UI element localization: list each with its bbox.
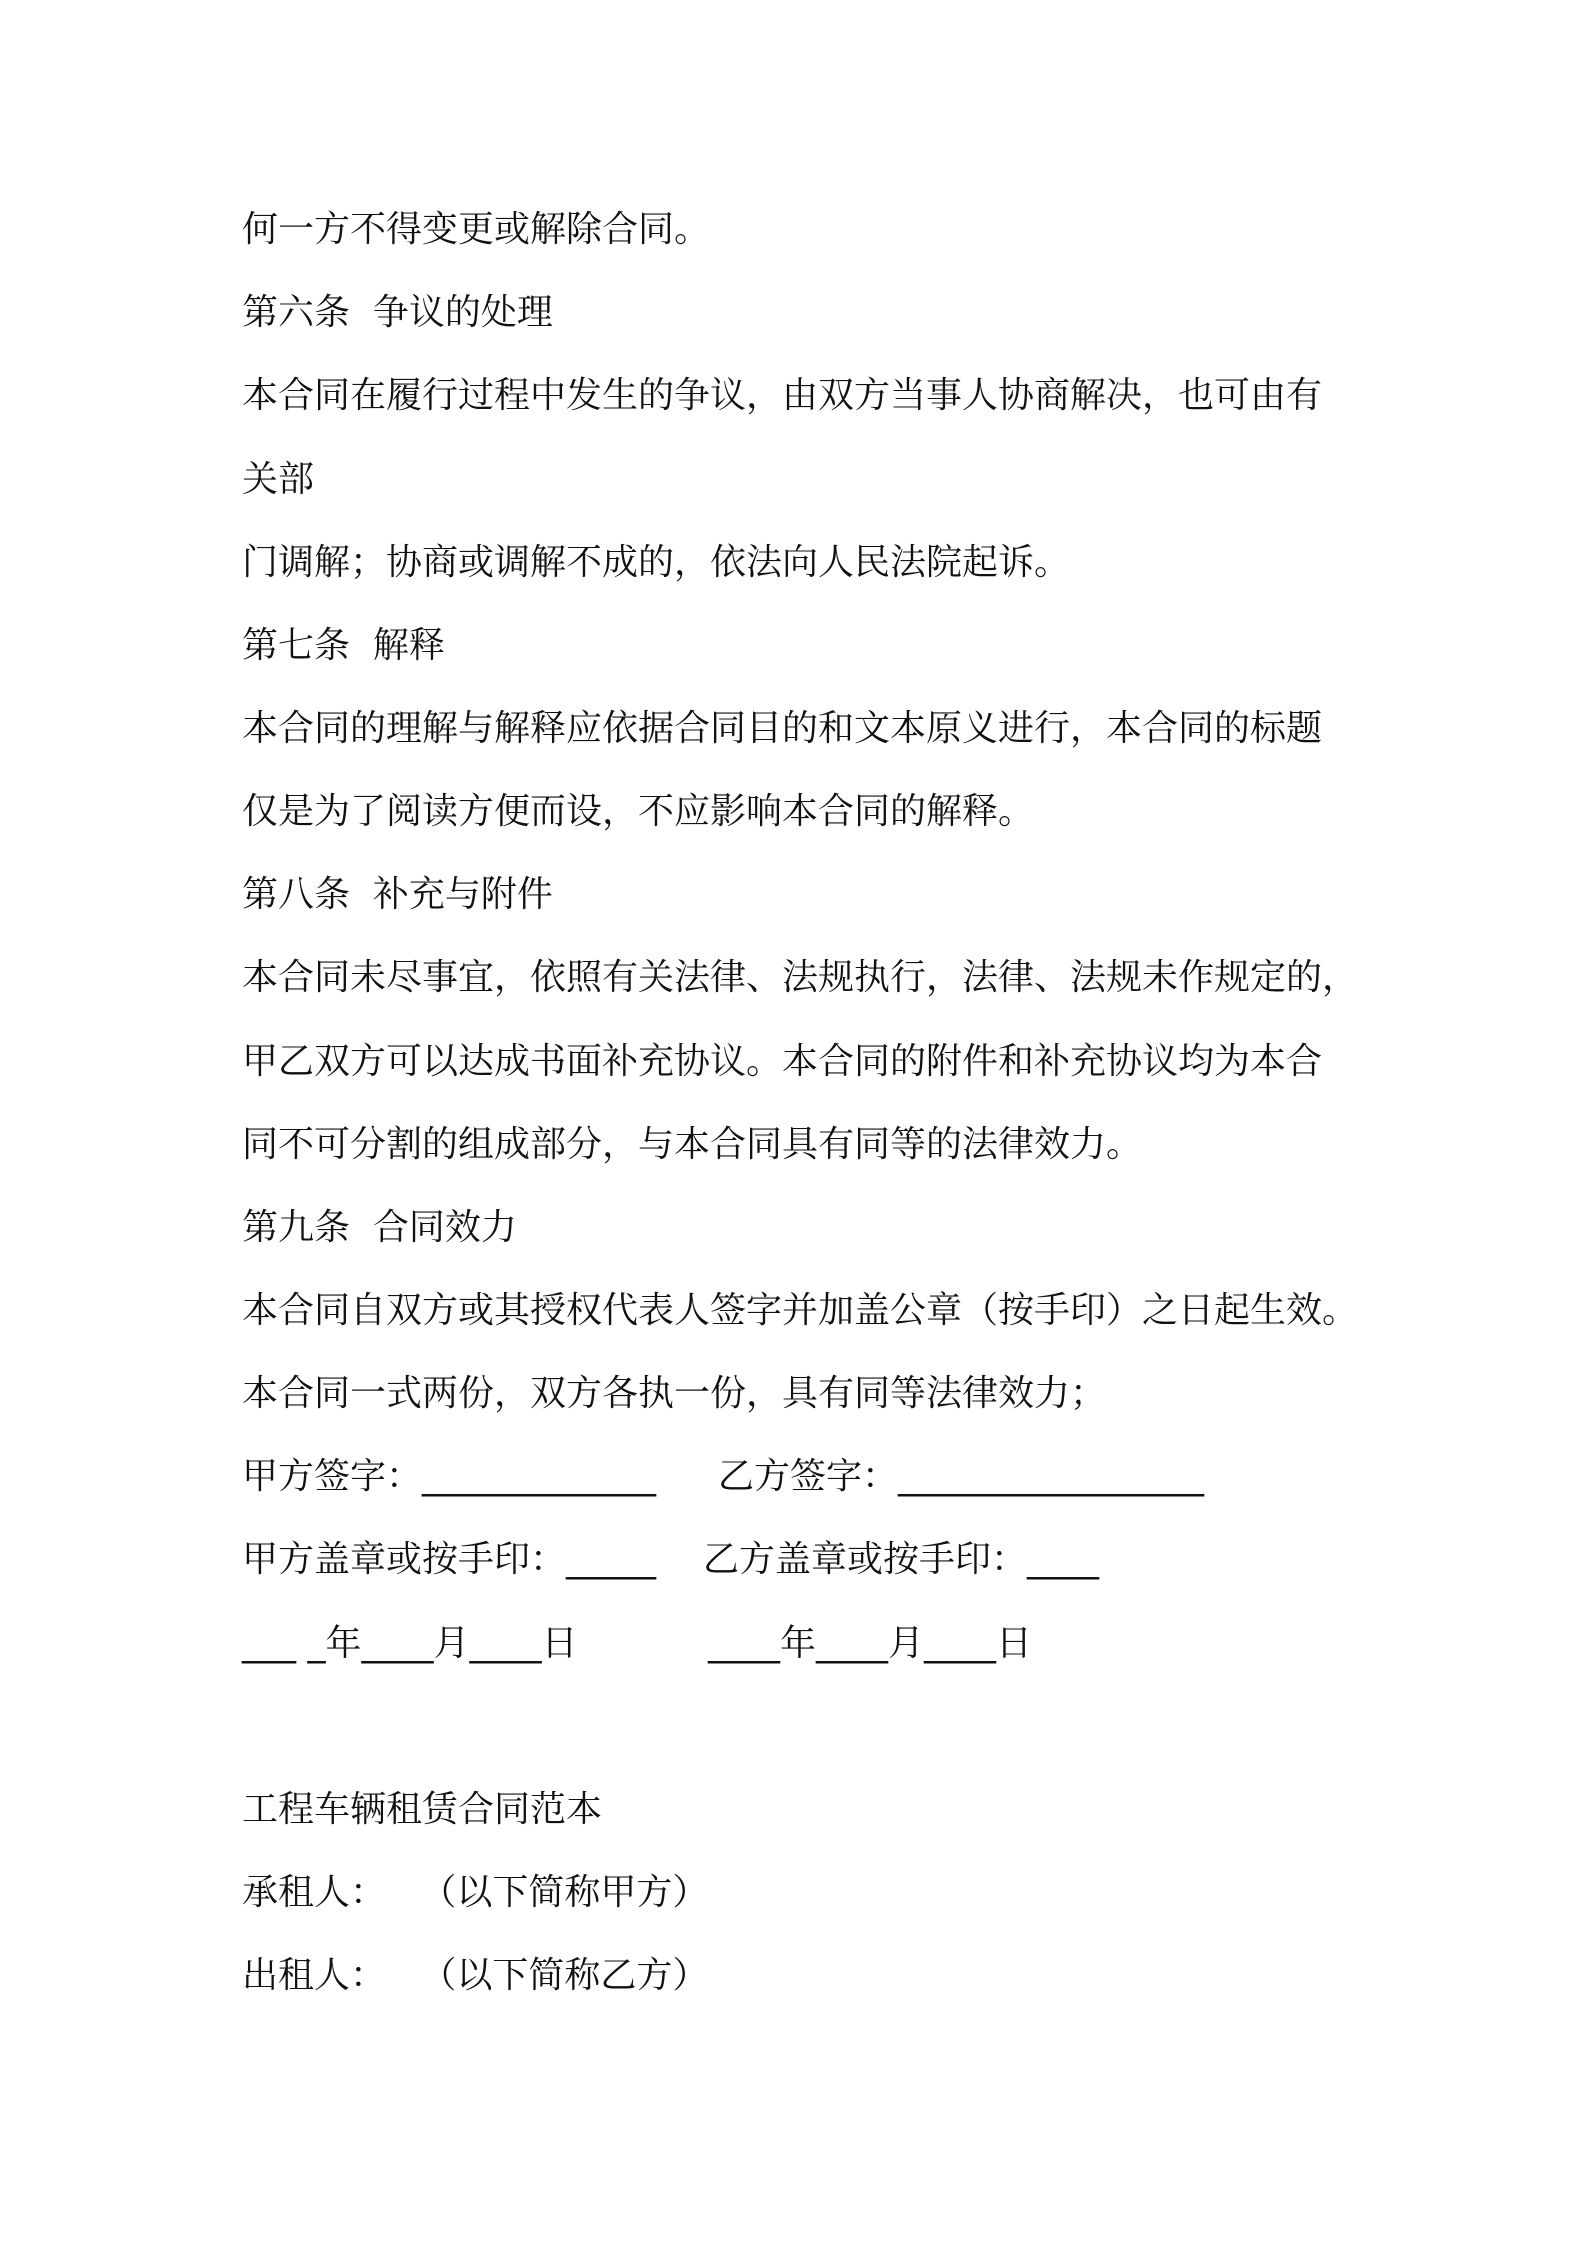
- text-line-supplement-2: 甲乙双方可以达成书面补充协议。本合同的附件和补充协议均为本合: [242, 1041, 1323, 1082]
- article-6-heading: 第六条 争议的处理: [242, 292, 553, 333]
- text-line-interpretation-2: 仅是为了阅读方便而设，不应影响本合同的解释。: [242, 791, 1035, 832]
- text-line-contract-change: 何一方不得变更或解除合同。: [242, 209, 711, 250]
- party-b-seal: 乙方盖章或按手印：____: [703, 1539, 1100, 1580]
- text-line-supplement-3: 同不可分割的组成部分，与本合同具有同等的法律效力。: [242, 1124, 1143, 1165]
- text-line-dispute-3: 门调解；协商或调解不成的，依法向人民法院起诉。: [242, 542, 1071, 583]
- text-line-effect-1: 本合同自双方或其授权代表人签字并加盖公章（按手印）之日起生效。: [242, 1290, 1359, 1331]
- lessee-line: 承租人： （以下简称甲方）: [242, 1872, 709, 1913]
- text-line-effect-2: 本合同一式两份，双方各执一份，具有同等法律效力；: [242, 1373, 1107, 1414]
- text-line-dispute-2: 关部: [242, 459, 315, 500]
- party-a-date: ___ _年____月____日: [242, 1623, 578, 1664]
- party-a-signature: 甲方签字：_____________: [242, 1456, 657, 1497]
- second-contract-title: 工程车辆租赁合同范本: [242, 1789, 603, 1830]
- party-a-seal: 甲方盖章或按手印：_____: [242, 1539, 657, 1580]
- lessor-line: 出租人： （以下简称乙方）: [242, 1955, 709, 1996]
- article-8-heading: 第八条 补充与附件: [242, 874, 553, 915]
- article-7-heading: 第七条 解释: [242, 625, 445, 666]
- article-9-heading: 第九条 合同效力: [242, 1207, 517, 1248]
- party-b-signature: 乙方签字：_________________: [718, 1456, 1205, 1497]
- text-line-dispute-1: 本合同在履行过程中发生的争议，由双方当事人协商解决，也可由有: [242, 375, 1323, 416]
- text-line-interpretation-1: 本合同的理解与解释应依据合同目的和文本原义进行，本合同的标题: [242, 708, 1323, 749]
- party-b-date: ____年____月____日: [708, 1623, 1033, 1664]
- text-line-supplement-1: 本合同未尽事宜，依照有关法律、法规执行，法律、法规未作规定的，: [242, 957, 1359, 998]
